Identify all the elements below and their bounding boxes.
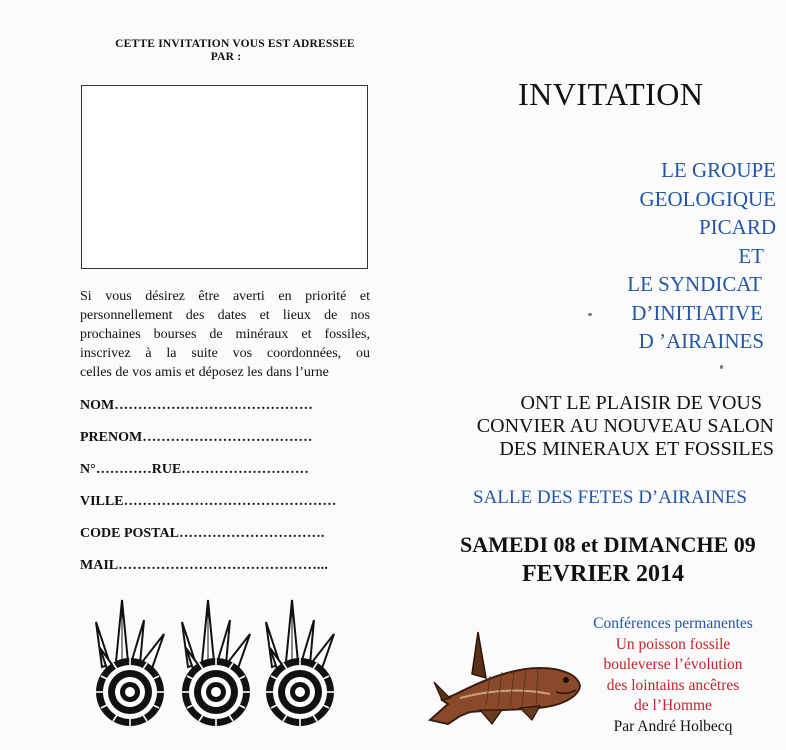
registration-intro bbox=[80, 287, 370, 382]
organizer-line: PICARD bbox=[698, 215, 776, 239]
announcement bbox=[477, 392, 774, 461]
ammonite-crystal-logos bbox=[92, 590, 352, 740]
intro-line: Si vous désirez être averti en priorité et bbox=[80, 289, 370, 304]
scan-speck bbox=[720, 365, 723, 369]
scan-speck bbox=[588, 313, 592, 316]
organizers bbox=[627, 156, 776, 356]
intro-line: prochaines bourses de minéraux et fossiles, bbox=[80, 327, 370, 342]
conference-topic-line: Un poisson fossile bbox=[615, 635, 731, 653]
nom-label: NOM bbox=[80, 398, 115, 413]
intro-line: inscrivez à la suite vos coordonnées, ou bbox=[80, 346, 370, 361]
organizer-line: ET bbox=[738, 243, 764, 268]
addressee-header-line1: CETTE INVITATION VOUS EST ADRESSEE bbox=[115, 38, 355, 50]
conference-heading: Conférences permanentes bbox=[593, 615, 753, 632]
conference-speaker: Par André Holbecq bbox=[613, 717, 733, 735]
ville-label: VILLE bbox=[80, 494, 124, 509]
rue-dots: ……………………… bbox=[181, 462, 310, 477]
mail-dots: ……………………………………... bbox=[118, 558, 329, 573]
announcement-line: DES MINERAUX ET FOSSILES bbox=[499, 438, 774, 460]
nom-dots: …………………………………… bbox=[114, 398, 314, 413]
prenom-label: PRENOM bbox=[80, 430, 143, 445]
rue-label: RUE bbox=[151, 462, 182, 477]
code-postal-label: CODE POSTAL bbox=[80, 526, 179, 541]
event-month-year: FEVRIER 2014 bbox=[522, 561, 685, 587]
prenom-field[interactable] bbox=[80, 430, 360, 448]
announcement-line: ONT LE PLAISIR DE VOUS bbox=[520, 392, 762, 414]
venue: SALLE DES FETES D’AIRAINES bbox=[473, 487, 747, 508]
ville-dots: ……………………………………… bbox=[123, 494, 337, 509]
event-dates: SAMEDI 08 et DIMANCHE 09 bbox=[460, 532, 756, 557]
addressee-header bbox=[60, 38, 410, 64]
invitation-title: INVITATION bbox=[518, 76, 704, 112]
conference-topic-line: de l’Homme bbox=[634, 697, 712, 714]
announcement-line: CONVIER AU NOUVEAU SALON bbox=[476, 415, 774, 437]
prenom-dots: ……………………………… bbox=[142, 430, 313, 445]
conference-info bbox=[570, 614, 776, 737]
fossil-fish-illustration bbox=[420, 612, 585, 732]
sender-address-box[interactable] bbox=[81, 85, 368, 269]
organizer-line: GEOLOGIQUE bbox=[639, 186, 776, 211]
conference-topic-line: des lointains ancêtres bbox=[606, 676, 740, 694]
intro-line: celles de vos amis et déposez les dans l’urne bbox=[80, 365, 329, 380]
addressee-header-line2: PAR : bbox=[210, 51, 242, 63]
code-postal-dots: …………………………. bbox=[178, 526, 325, 541]
organizer-line: LE SYNDICAT bbox=[627, 272, 762, 296]
numero-label: N°………… bbox=[80, 462, 152, 477]
organizer-line: D ’AIRAINES bbox=[638, 329, 764, 353]
nom-field[interactable] bbox=[80, 398, 360, 416]
address-field[interactable] bbox=[80, 462, 360, 480]
organizer-line: D’INITIATIVE bbox=[631, 300, 763, 325]
code-postal-field[interactable] bbox=[80, 526, 360, 544]
mail-label: MAIL bbox=[80, 558, 119, 573]
ville-field[interactable] bbox=[80, 494, 360, 512]
conference-topic-line: bouleverse l’évolution bbox=[603, 656, 743, 673]
mail-field[interactable] bbox=[80, 558, 360, 576]
organizer-line: LE GROUPE bbox=[661, 158, 776, 182]
intro-line: personnellement des dates et lieux de nos bbox=[80, 308, 370, 323]
